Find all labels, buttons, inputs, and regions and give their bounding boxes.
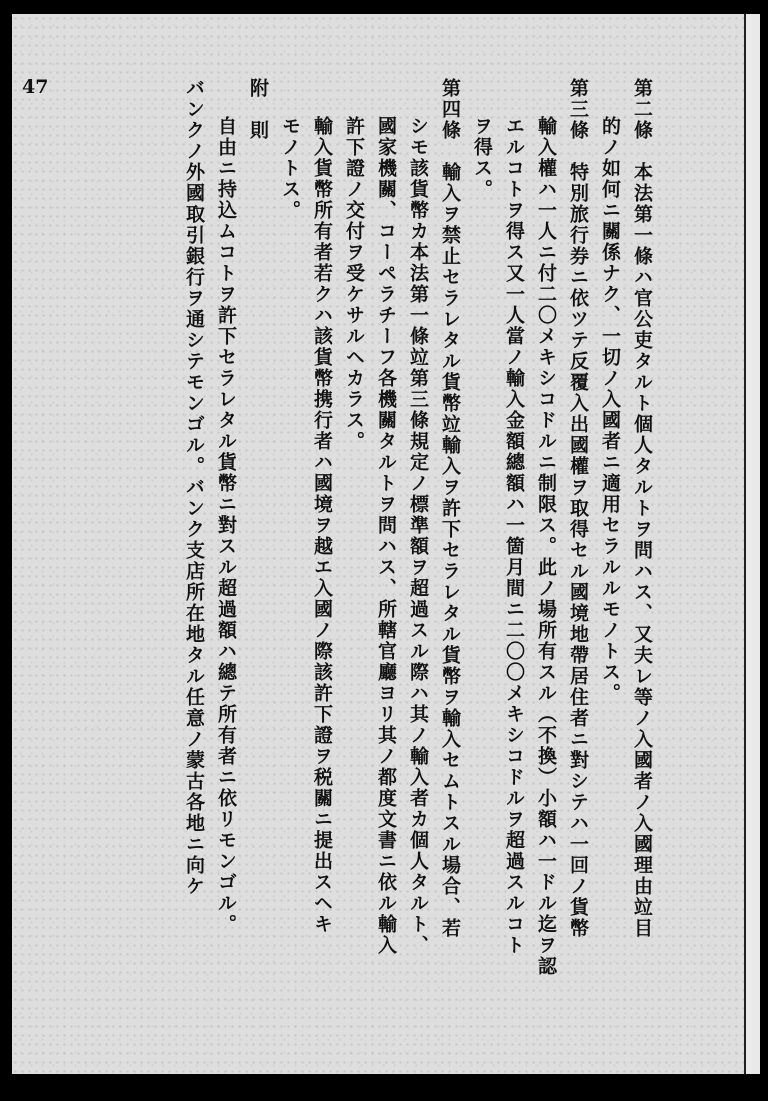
text-line: バンクノ外國取引銀行ヲ通シテモンゴル。バンク支店所在地タル任意ノ蒙古各地ニ向ケ (183, 78, 205, 897)
text-line: エルコトヲ得ス又一人當ノ輸入金額總額ハ一箇月間ニ二〇〇メキシコドルヲ超過スルコト (503, 116, 525, 956)
text-line: 輸入貨幣所有者若クハ該貨幣携行者ハ國境ヲ越エ入國ノ際該許下證ヲ税關ニ提出スヘキ (311, 116, 333, 935)
text-line-article-3: 第三條 特別旅行券ニ依ツテ反覆入出國權ヲ取得セル國境地帶居住者ニ對シテハ一回ノ貨幣 (567, 78, 589, 939)
text-line-article-4: 第四條 輸入ヲ禁止セラレタル貨幣竝輸入ヲ許下セラレタル貨幣ヲ輸入セムトスル場合、若 (439, 78, 461, 939)
text-line-article-2: 第二條 本法第一條ハ官公吏タルト個人タルトヲ問ハス、又夫レ等ノ入國者ノ入國理由竝目 (631, 78, 653, 939)
text-line: モノトス。 (279, 116, 301, 221)
text-line: シモ該貨幣カ本法第一條竝第三條規定ノ標準額ヲ超過スル際ハ其ノ輸入者カ個人タルト、 (407, 116, 429, 956)
page-edge (744, 14, 760, 1074)
text-line: 的ノ如何ニ關係ナク、一切ノ入國者ニ適用セラルルモノトス。 (599, 116, 621, 704)
text-line: 自由ニ持込ムコトヲ許下セラレタル貨幣ニ對スル超過額ハ總テ所有者ニ依リモンゴル。 (215, 116, 237, 935)
text-line: 輸入權ハ一人ニ付二〇メキシコドルニ制限ス。此ノ場所有スル（不換）小額ハ一ドル迄ヲ認 (535, 116, 557, 977)
text-line: ヲ得ス。 (471, 116, 493, 200)
text-line: 許下證ノ交付ヲ受ケサルヘカラス。 (343, 116, 365, 452)
vertical-text-body (178, 78, 658, 978)
text-line: 國家機關、コーペラチーフ各機關タルトヲ問ハス、所轄官廳ヨリ其ノ都度文書ニ依ル輸入 (375, 116, 397, 956)
supplementary-heading: 附 則 (247, 78, 269, 141)
page-number: 47 (22, 76, 49, 98)
